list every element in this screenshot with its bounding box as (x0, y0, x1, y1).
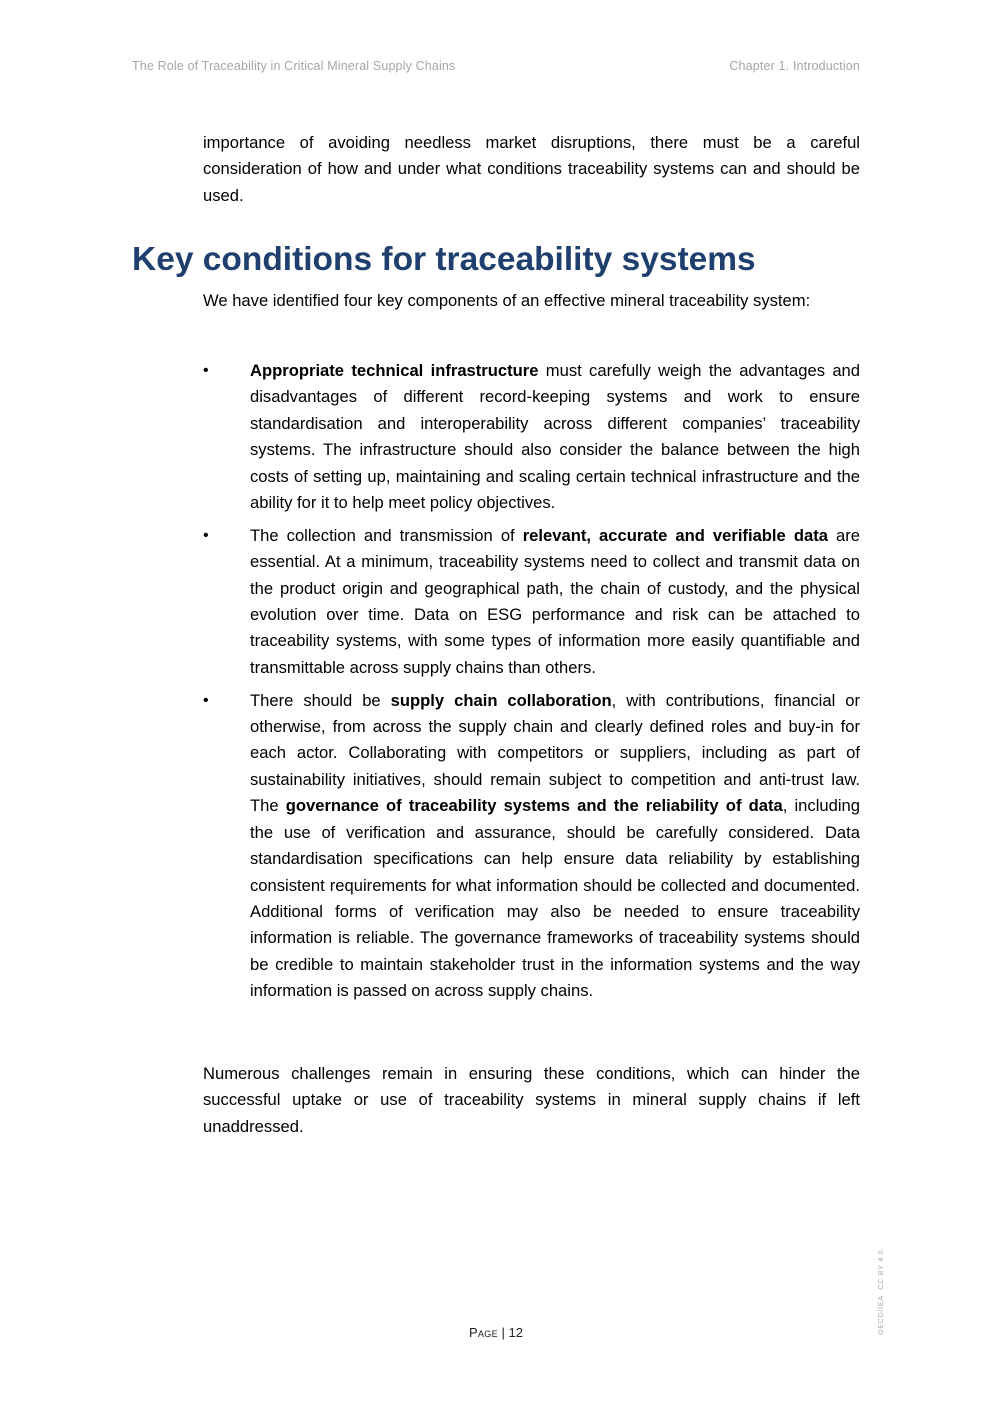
item-text: , with contributions, financial or otherwise, from across the supply chain and clearly defined roles and buy-in for each actor. Collaborating with competitors or suppliers, including as part of sustainability initiatives, should remain subject to competition and anti-trust law. The (250, 690, 860, 816)
bullet-icon: • (203, 362, 209, 379)
bullet-icon: • (203, 691, 209, 709)
page-footer (0, 1325, 992, 1340)
page-separator: | (497, 1325, 509, 1340)
list-item-collaboration (203, 688, 860, 1005)
list-item-technical-infrastructure (203, 358, 860, 516)
running-header (132, 59, 860, 73)
section-heading: Key conditions for traceability systems (132, 241, 756, 278)
header-chapter-title: Chapter 1. Introduction (729, 59, 860, 73)
item-text: The collection and transmission of (250, 525, 523, 545)
list-item-data (203, 523, 860, 681)
copyright-notice: OECD/IEA. CC BY 4.0. (878, 1246, 885, 1335)
page-label: Page (469, 1325, 498, 1340)
bold-term: governance of traceability systems and the reliability of data (285, 796, 783, 816)
bold-term: supply chain collaboration (390, 690, 612, 710)
bold-term: Appropriate technical infrastructure (250, 361, 539, 380)
intro-paragraph: importance of avoiding needless market disruptions, there must be a careful consideration of how and under what conditions traceability systems can and should be used. (203, 133, 860, 205)
lead-paragraph: We have identified four key components of an effective mineral traceability system: (203, 291, 811, 310)
item-text: There should be (250, 690, 391, 710)
item-text: are essential. At a minimum, traceability systems need to collect and transmit data on the product origin and geographical path, the chain of custody, and the physical evolution over time. Data on ESG performance and risk can be attached to traceability systems, with some types of information more easily quantifiable and transmittable across supply chains than others. (250, 525, 860, 677)
page-number: 12 (508, 1325, 523, 1340)
header-document-title: The Role of Traceability in Critical Mineral Supply Chains (132, 59, 456, 73)
item-text: , including the use of verification and assurance, should be carefully considered. Data standardisation specifications can help ensure data reliability by establishing consistent requirements for what information should be collected and documented. Additional forms of verification may also be needed to ensure traceability information is reliable. The governance frameworks of traceability systems should be credible to maintain stakeholder trust in the information systems and the way information is passed on across supply chains. (250, 796, 860, 1001)
bold-term: relevant, accurate and verifiable data (522, 525, 828, 545)
bullet-icon: • (203, 526, 209, 544)
conditions-list (203, 358, 860, 1005)
item-text: must carefully weigh the advantages and disadvantages of different record-keeping systems and work to ensure standardisation and interoperability across different companies’ traceability systems. The infrastructure should also consider the balance between the high costs of setting up, maintaining and scaling certain technical infrastructure and the ability for it to help meet policy objectives. (250, 361, 861, 513)
closing-paragraph: Numerous challenges remain in ensuring these conditions, which can hinder the successful uptake or use of traceability systems in mineral supply chains if left unaddressed. (203, 1064, 860, 1136)
